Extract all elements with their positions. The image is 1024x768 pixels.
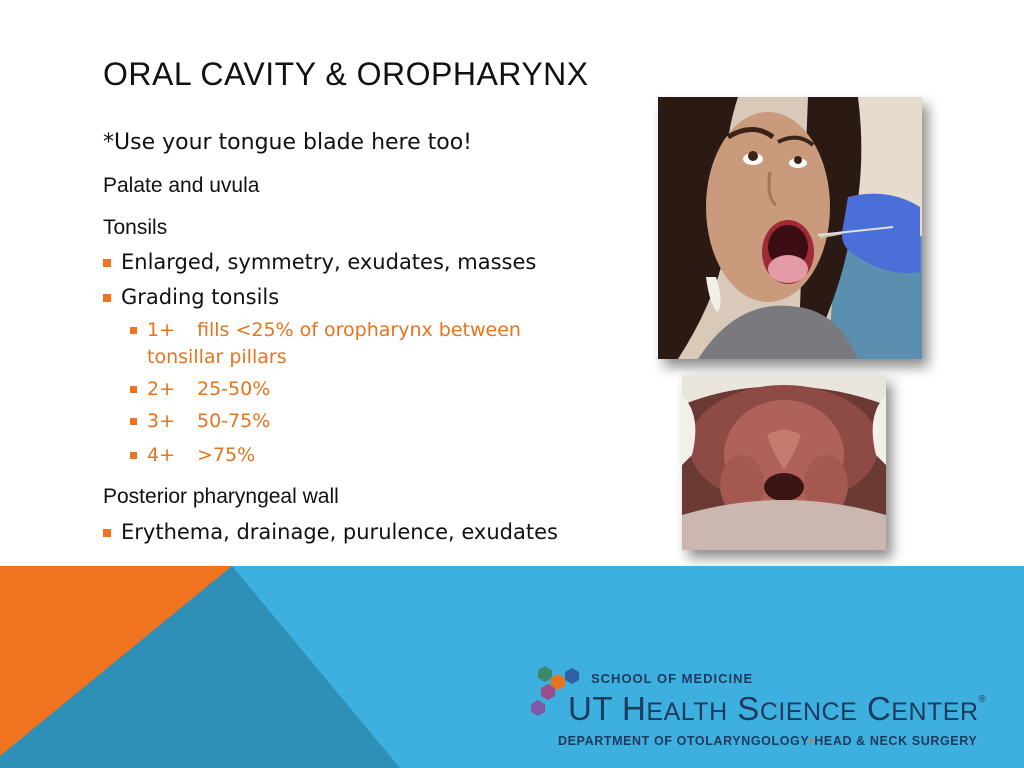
- intro-text: *Use your tongue blade here too!: [103, 130, 473, 155]
- bullet-square-icon: [130, 327, 137, 334]
- logo-name-text: UT HEALTH SCIENCE CENTER®: [568, 690, 987, 727]
- slide-title: ORAL CAVITY & OROPHARYNX: [103, 56, 589, 92]
- bullet-square-icon: [130, 386, 137, 393]
- bullet-square-icon: [130, 452, 137, 459]
- oropharynx-illustration: [682, 375, 886, 550]
- grade-item: 1+ fills <25% of oropharynx between: [147, 319, 521, 341]
- bullet-square-icon: [103, 529, 111, 537]
- grade-item: 2+ 25-50%: [147, 378, 270, 400]
- bullet-square-icon: [130, 418, 137, 425]
- registered-mark: ®: [978, 694, 987, 705]
- bullet-item: Grading tonsils: [121, 285, 279, 309]
- bullet-square-icon: [103, 259, 111, 267]
- grade-item: 4+ >75%: [147, 444, 255, 466]
- posterior-heading: Posterior pharyngeal wall: [103, 485, 339, 508]
- patient-exam-illustration: [658, 97, 922, 359]
- logo-school-text: SCHOOL OF MEDICINE: [591, 671, 754, 686]
- bullet-square-icon: [103, 294, 111, 302]
- tonsils-heading: Tonsils: [103, 216, 168, 239]
- logo-department-text: DEPARTMENT OF OTOLARYNGOLOGY•HEAD & NECK SURGERY: [558, 734, 978, 748]
- palate-heading: Palate and uvula: [103, 174, 260, 197]
- oropharynx-photo: [682, 375, 886, 550]
- grade-item-continuation: tonsillar pillars: [147, 346, 287, 368]
- patient-exam-photo: [658, 97, 922, 359]
- uthsc-logo: [528, 662, 1008, 752]
- bullet-item: Erythema, drainage, purulence, exudates: [121, 520, 558, 544]
- grade-item: 3+ 50-75%: [147, 410, 270, 432]
- bullet-item: Enlarged, symmetry, exudates, masses: [121, 250, 536, 274]
